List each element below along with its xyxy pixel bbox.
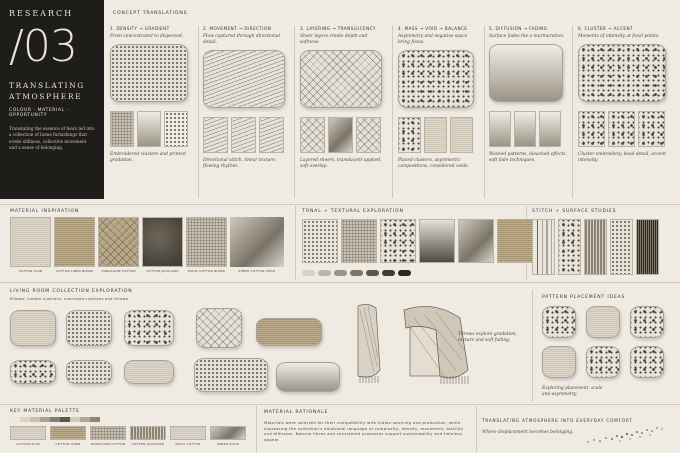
stitch-swatch [558,219,581,275]
placement-pillow [630,306,664,338]
title-panel [0,0,104,199]
palette-swatch [170,426,206,446]
palette-swatch [90,426,126,446]
everyday-section-title: TRANSLATING ATMOSPHERE INTO EVERYDAY COMFORT [482,418,633,423]
concept-column-caption: Washed patterns, bleached effects, soft fade techniques. [489,152,567,163]
stitch-swatch [584,219,607,275]
concept-column [578,26,672,164]
concept-swatch [424,117,447,153]
tonal-swatch [380,219,416,263]
cushion [276,362,340,392]
divider [294,26,295,198]
cushion [66,360,112,384]
concept-column-title: 6. CLUSTER → ACCENT [578,26,633,31]
palette-swatch-texture [10,426,46,440]
concept-column-caption: Directional stitch, linear texture, flowing rhythm. [203,158,277,169]
concept-column-title: 1. DENSITY → GRADIENT [110,26,170,31]
concept-column [203,26,291,170]
palette-color-chip [70,417,80,422]
divider [0,204,680,205]
tonal-strokes [302,270,411,276]
tone-chip [398,270,411,276]
cushion [124,310,174,346]
material-swatch: COTTON LINEN BLEND [54,217,95,273]
palette-swatch-label: COTTON SLUB [16,442,40,446]
cushion [10,310,56,346]
concept-swatch [489,111,511,147]
concept-swatch [300,117,325,153]
material-swatch: HANDLOOM COTTON [98,217,139,273]
tonal-swatch [341,219,377,263]
concept-section-title: CONCEPT TRANSLATIONS [113,11,188,16]
palette-swatches [10,426,246,446]
placement-pillow [586,346,620,378]
material-swatch: COTTON JACQUARD [142,217,183,273]
placement-pillow [542,346,576,378]
stitch-swatch [610,219,633,275]
concept-swatch [110,111,134,147]
palette-swatch [10,426,46,446]
stitch-swatch [636,219,659,275]
placement-section-title: PATTERN PLACEMENT IDEAS [542,295,626,300]
material-swatch: SHEER COTTON VOILE [230,217,284,273]
panel-description: Translating the essence of fears led into a collection of home furnishings that evoke stillness, collective movement and a sense of belonging. [9,126,95,151]
panel-title [9,80,95,102]
concept-swatch [231,117,256,153]
living-section-title: LIVING ROOM COLLECTION EXPLORATION [10,289,133,294]
concept-swatches [300,117,388,153]
tonal-swatch [497,219,533,263]
throws-note: Throws explore gradation, texture and soft fading. [458,332,517,343]
palette-swatch-label: SHEER VOILE [216,442,239,446]
everyday-note: Where displacement becomes belonging. [482,430,574,435]
palette-swatch-label: WOOL COTTON [175,442,201,446]
concept-pillow [300,50,382,108]
divider [476,406,477,452]
divider [572,26,573,198]
cushion [194,358,268,392]
concept-column-note: Sheer layers create depth and softness. [300,34,368,45]
concept-swatch [539,111,561,147]
tone-chip [382,270,395,276]
murmuration-sketch [584,424,666,446]
concept-swatches [203,117,291,153]
stitch-section-title: STITCH + SURFACE STUDIES [532,209,617,214]
palette-color-chip [40,417,50,422]
panel-subtitle: COLOUR · MATERIAL · OPPORTUNITY [9,108,69,118]
research-label: RESEARCH [9,9,74,18]
concept-column [300,26,388,170]
palette-color-chip [80,417,90,422]
concept-column-note: From concentrated to dispersed. [110,34,184,39]
tone-chip [334,270,347,276]
concept-swatch [638,111,665,147]
cushion [10,360,56,384]
placement-note: Exploring placement, scale and asymmetry. [542,386,603,397]
palette-color-row [10,417,100,422]
concept-column-title: 2. MOVEMENT → DIRECTION [203,26,272,31]
divider [484,26,485,198]
placement-pillow [542,306,576,338]
palette-swatch-label: HANDLOOM COTTON [90,442,126,446]
palette-color-chip [90,417,100,422]
palette-swatch-texture [170,426,206,440]
material-swatch: WOOL COTTON BLEND [186,217,227,273]
stitch-swatch [532,219,555,275]
palette-swatch [130,426,166,446]
material-swatches [10,217,284,273]
placement-pillow [586,306,620,338]
concept-swatch [578,111,605,147]
palette-swatch-texture [210,426,246,440]
rationale-text: Materials were selected for their compatibility with Indian sourcing and production, while expressing the collection's emotional language of complexity, density, movement, tactility and diffusion. Natural fibres and considered processes support sustainability and timeless appeal. [264,420,464,442]
tonal-swatch [458,219,494,263]
palette-color-chip [30,417,40,422]
concept-column-caption: Layered sheers, translucent applied, soft overlap. [300,158,382,169]
concept-column-note: Asymmetry and negative space bring focus. [398,34,468,45]
cushion [256,318,322,346]
material-swatch: COTTON SLUB [10,217,51,273]
living-subtitle: Pillows, lumbar cushions, oversized cushions and throws. [10,297,130,301]
placement-pillow [630,346,664,378]
palette-swatch-texture [50,426,86,440]
concept-column [398,26,480,170]
concept-swatch [328,117,353,153]
concept-column [110,26,194,164]
concept-column-caption: Cluster embroidery, bead detail, accent intensity. [578,152,666,163]
concept-pillow [578,44,666,102]
title-line-2: ATMOSPHERE [9,92,83,101]
concept-swatch [514,111,536,147]
concept-swatches [489,111,569,147]
palette-color-chip [50,417,60,422]
concept-pillow [398,50,474,108]
concept-column-note: Flow captured through directional detail. [203,34,280,45]
palette-color-chip [60,417,70,422]
material-section-title: MATERIAL INSPIRATION [10,209,80,214]
concept-swatch [259,117,284,153]
divider [198,26,199,198]
tonal-swatches [302,219,533,263]
tonal-swatch [302,219,338,263]
concept-column-title: 3. LAYERING → TRANSLUCENCY [300,26,376,31]
tonal-section-title: TONAL + TEXTURAL EXPLORATION [302,209,404,214]
divider [532,290,533,402]
concept-column-note: Surface fades the a murmuration. [489,34,565,39]
concept-swatches [398,117,480,153]
cushion [124,360,174,384]
rationale-section-title: MATERIAL RATIONALE [264,410,329,415]
tonal-swatch [419,219,455,263]
palette-color-chip [20,417,30,422]
tone-chip [318,270,331,276]
tone-chip [302,270,315,276]
concept-swatch [203,117,228,153]
concept-swatch [137,111,161,147]
concept-swatch [164,111,188,147]
concept-column [489,26,569,164]
palette-swatch-label: COTTON LINEN [55,442,81,446]
palette-color-chip [10,417,20,422]
concept-swatches [110,111,194,147]
concept-pillow [203,50,285,108]
concept-column-caption: Placed clusters, asymmetric compositions, considered voids. [398,158,469,169]
concept-swatches [578,111,672,147]
tone-chip [350,270,363,276]
concept-pillow [110,44,188,102]
cushion [66,310,112,346]
concept-swatch [608,111,635,147]
throws-illustration [344,300,494,392]
palette-swatch-texture [90,426,126,440]
tone-chip [366,270,379,276]
cushion [196,308,242,348]
divider [295,206,296,280]
palette-swatch-texture [130,426,166,440]
concept-column-note: Moments of intensity at focal points. [578,34,660,39]
stitch-swatches [532,219,659,275]
palette-swatch [50,426,86,446]
concept-swatch [450,117,473,153]
divider [392,26,393,198]
divider [256,406,257,452]
section-number: /03 [9,21,77,72]
concept-column-title: 5. DIFFUSION → FADING [489,26,548,31]
palette-section-title: KEY MATERIAL PALETTE [10,409,80,414]
divider [0,404,680,405]
concept-pillow [489,44,563,102]
palette-swatch-label: COTTON JACQUARD [131,442,165,446]
concept-column-title: 4. MASS → VOID → BALANCE [398,26,468,31]
concept-column-caption: Embroidered clusters and printed gradation. [110,152,186,163]
title-line-1: TRANSLATING [9,81,85,90]
concept-swatch [356,117,381,153]
divider [0,282,680,283]
concept-swatch [398,117,421,153]
palette-swatch [210,426,246,446]
